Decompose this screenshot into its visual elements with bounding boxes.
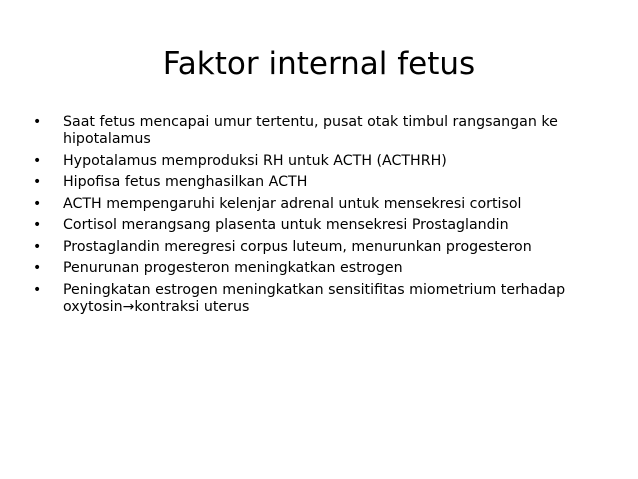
bullet-text: Prostaglandin meregresi corpus luteum, menurunkan progesteron (63, 238, 532, 255)
bullet-item-last (33, 282, 593, 316)
bullet-text-after-arrow: kontraksi uterus (134, 298, 250, 315)
bullet-icon: • (33, 281, 42, 298)
bullet-item (33, 260, 593, 277)
bullet-item (33, 196, 593, 213)
bullet-list (33, 114, 593, 320)
bullet-text: Hipofisa fetus menghasilkan ACTH (63, 174, 308, 190)
bullet-text: Saat fetus mencapai umur tertentu, pusat otak timbul rangsangan ke hipotalamus (63, 114, 558, 147)
bullet-item (33, 217, 593, 234)
slide-title: Faktor internal fetus (162, 46, 476, 82)
bullet-item (33, 174, 593, 191)
right-arrow-icon: → (122, 298, 135, 315)
bullet-icon: • (33, 238, 42, 255)
bullet-text: Penurunan progesteron meningkatkan estrogen (63, 260, 403, 276)
bullet-item (33, 153, 593, 170)
bullet-icon: • (33, 195, 42, 212)
bullet-text: Hypotalamus memproduksi RH untuk ACTH (ACTHRH) (63, 152, 447, 169)
bullet-text-before-arrow: Peningkatan estrogen meningkatkan sensitifitas miometrium terhadap oxytosin (63, 281, 566, 315)
bullet-item (33, 239, 593, 256)
bullet-icon: • (33, 260, 42, 276)
bullet-item (33, 114, 593, 148)
bullet-text: Cortisol merangsang plasenta untuk mensekresi Prostaglandin (63, 217, 509, 233)
bullet-icon: • (33, 152, 42, 169)
bullet-text: ACTH mempengaruhi kelenjar adrenal untuk mensekresi cortisol (63, 195, 522, 212)
bullet-icon: • (33, 174, 42, 190)
bullet-icon: • (33, 217, 42, 233)
bullet-icon: • (33, 114, 42, 130)
